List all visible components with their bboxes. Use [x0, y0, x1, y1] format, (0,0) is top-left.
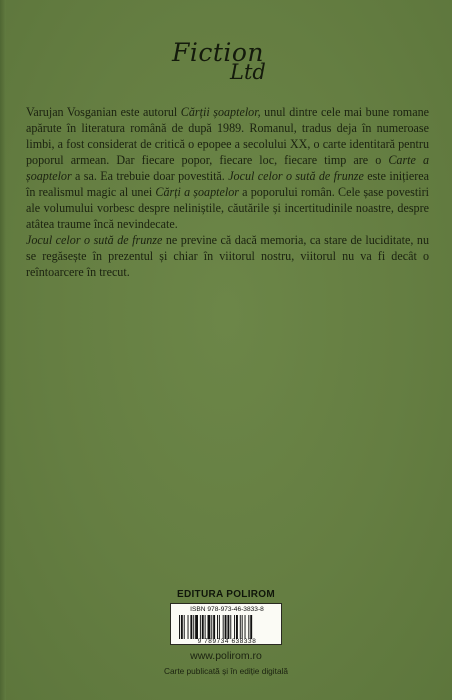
isbn-barcode-label [170, 603, 282, 645]
blurb-text-segment: este inițierea în realismul magic al unei [26, 169, 430, 199]
book-title-italic: Jocul celor o sută de frunze [228, 169, 364, 183]
blurb-paragraph-1 [26, 104, 429, 232]
fiction-ltd-logo [168, 38, 288, 88]
publisher-website: www.polirom.ro [190, 650, 262, 662]
barcode-icon [178, 615, 276, 639]
isbn-number: ISBN 978-973-46-3833-8 [190, 606, 264, 613]
book-title-italic: Carte a șoaptelor [26, 153, 429, 183]
logo-line-1: Fiction [172, 38, 265, 67]
book-title-italic: Cărții șoaptelor, [180, 105, 261, 119]
blurb-text-segment: ne previne că dacă memoria, ca stare de luciditate, nu se regăsește în prezentul și chiar în viitorul nostru, viitorul nu va fi decât o reîntoarcere în trecut. [26, 233, 429, 279]
blurb-paragraph-2 [26, 232, 429, 280]
blurb-text-segment: Varujan Vosganian este autorul [26, 105, 181, 119]
barcode-digits: 9 789734 638338 [197, 638, 257, 645]
blurb-text-segment: unul dintre cele mai bune romane apărute în literatura română de după 1989. Romanul, tradus deja în numeroase limbi, a fost considerat de critică o epopee a secolului XX, o carte identitară pentru poporul armean. Dar fiecare popor, fiecare loc, fiecare timp are o [26, 105, 429, 167]
logo-line-2: Ltd [230, 60, 266, 84]
blurb-text-segment: a sa. Ea trebuie doar povestită. [71, 169, 229, 183]
publisher-name: EDITURA POLIROM [176, 589, 275, 600]
digital-edition-note: Carte publicată și în ediție digitală [163, 666, 289, 676]
book-title-italic: Jocul celor o sută de frunze [26, 233, 163, 247]
blurb-text [26, 104, 429, 280]
book-title-italic: Cărți a șoaptelor [155, 185, 239, 199]
blurb-text-segment: a poporului român. Cele șase povestiri ale volumului vorbesc despre neliniștile, căutările și incertitudinile noastre, despre atâtea traume încă nevindecate. [26, 185, 429, 231]
